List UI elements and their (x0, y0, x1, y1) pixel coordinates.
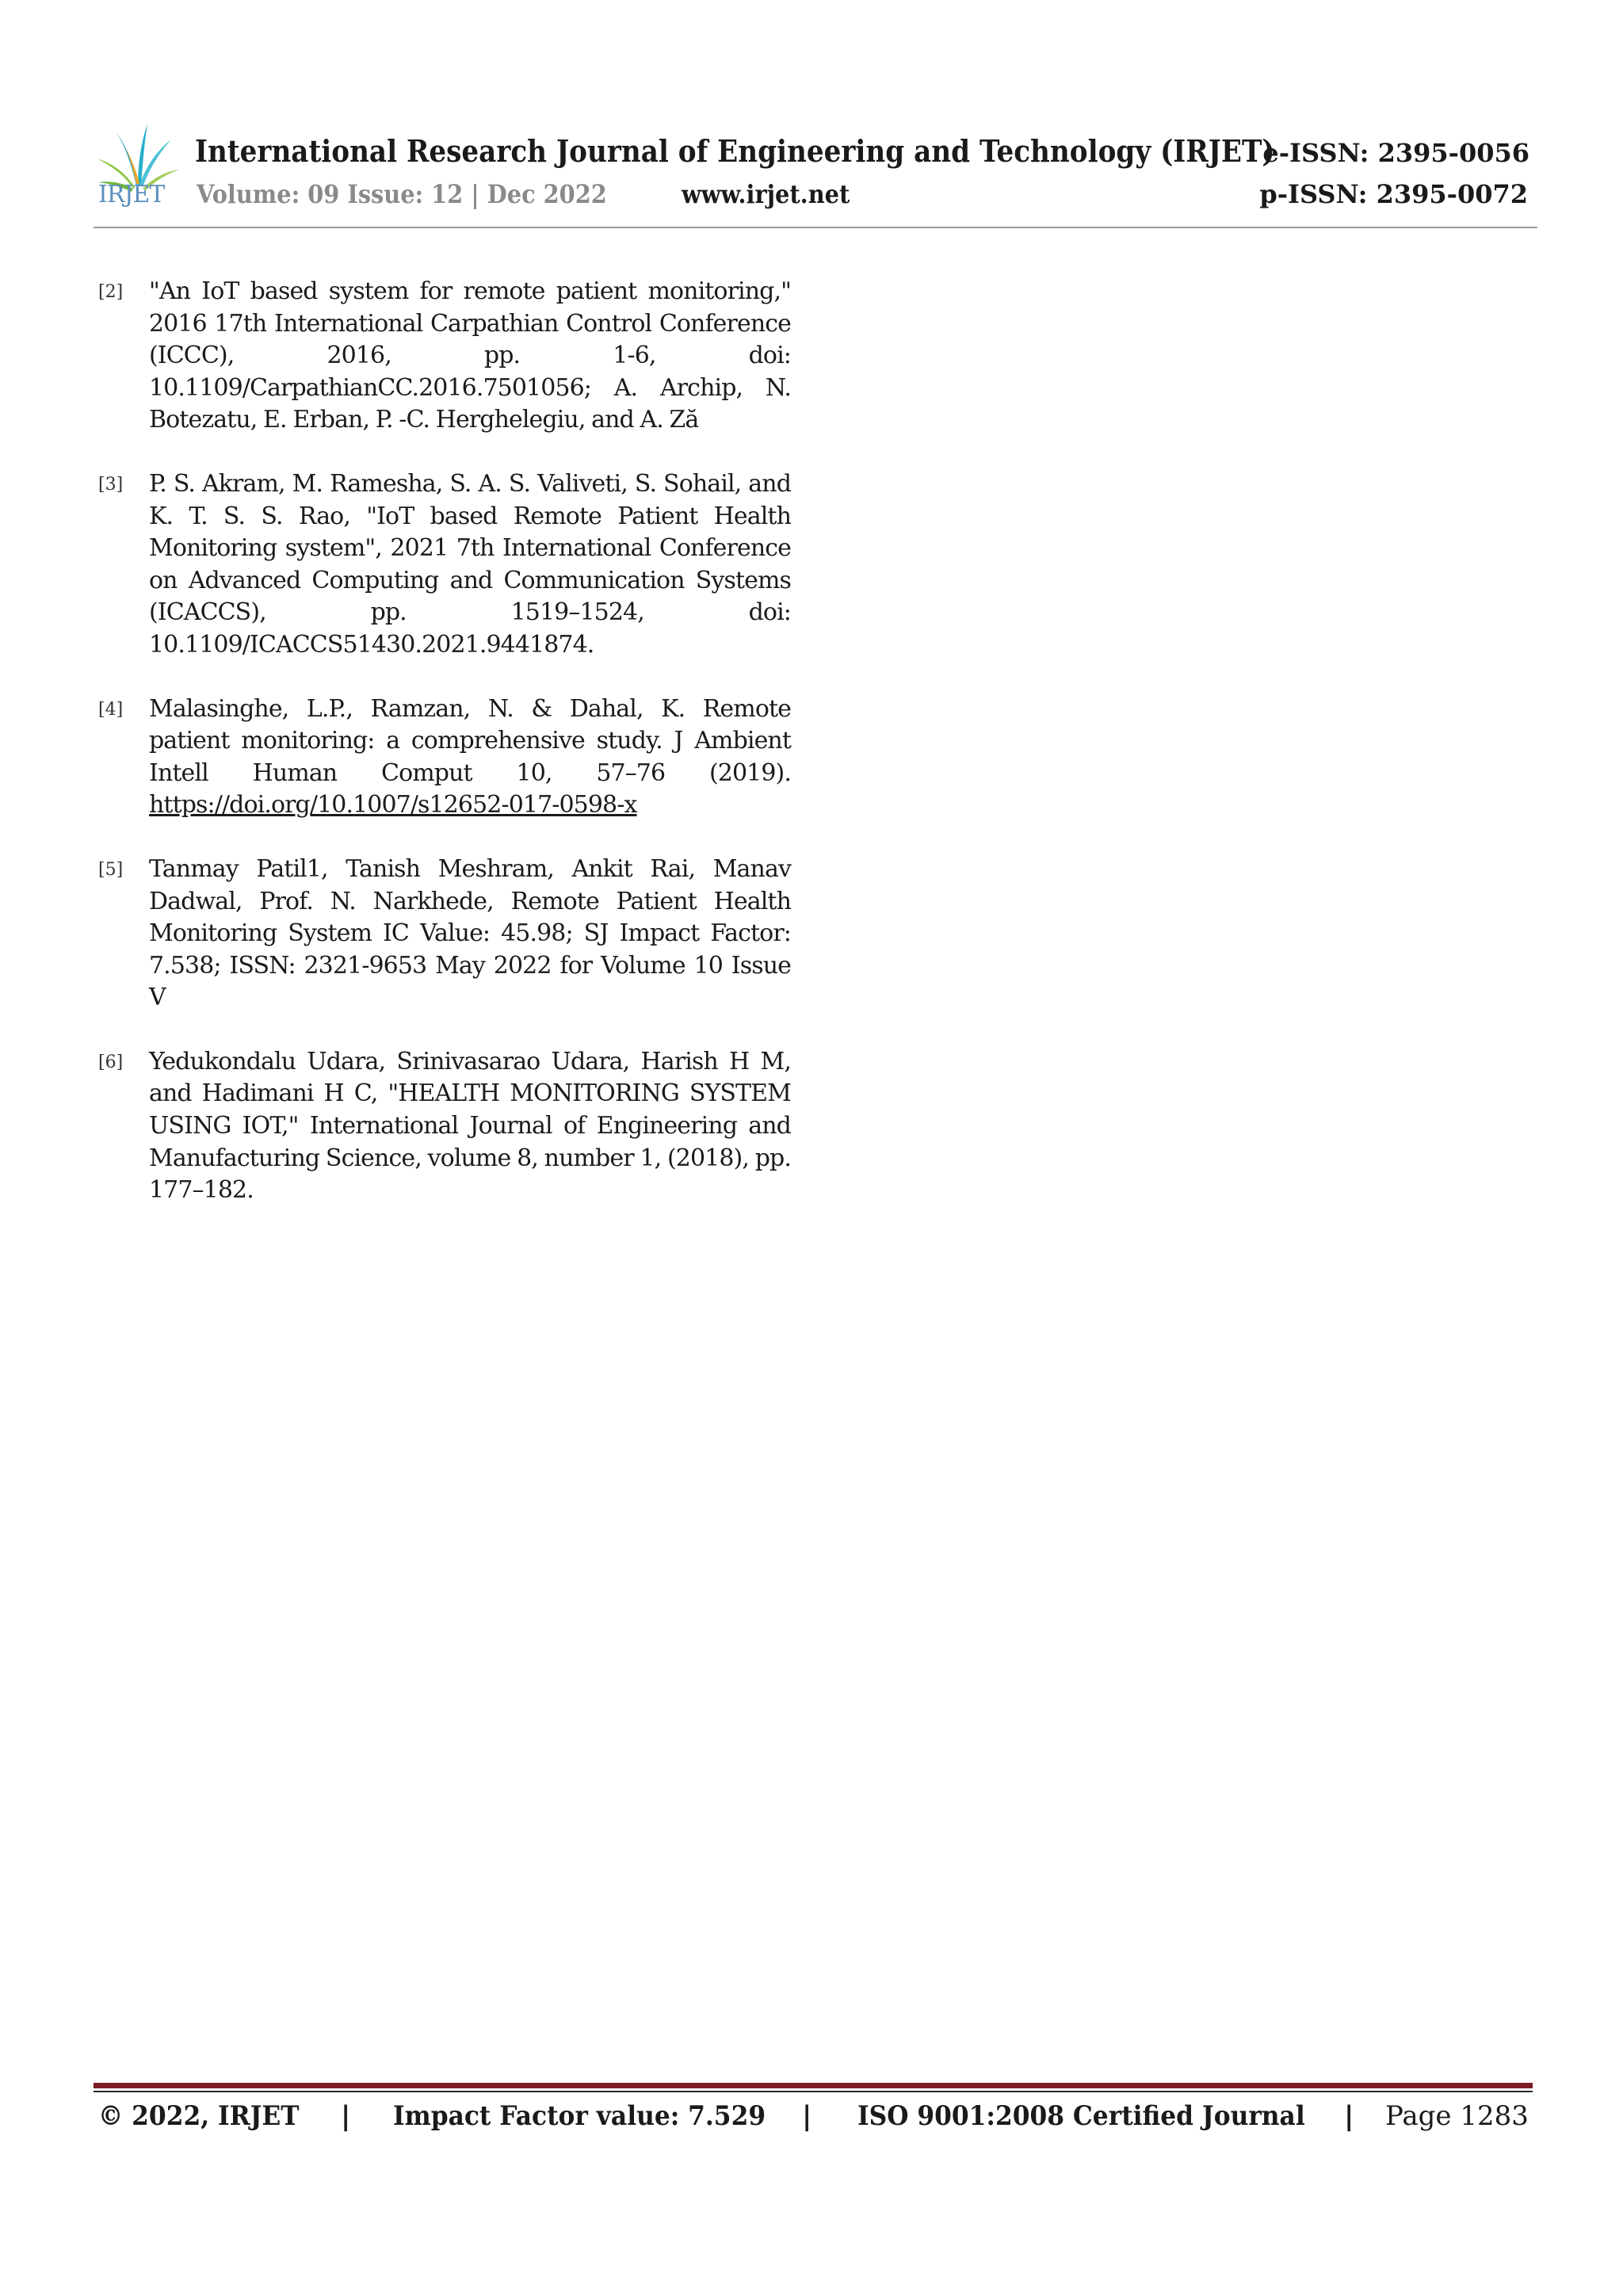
footer-iso-certification: ISO 9001:2008 Certified Journal (857, 2100, 1305, 2132)
reference-number: [5] (98, 859, 124, 880)
doi-link[interactable]: https://doi.org/10.1007/s12652-017-0598-x (149, 791, 637, 819)
reference-number: [6] (98, 1052, 124, 1072)
reference-number: [3] (98, 474, 124, 495)
journal-title: International Research Journal of Engineering and Technology (IRJET) (195, 133, 1275, 169)
footer-rule (94, 2091, 1533, 2092)
footer-separator: | (341, 2100, 351, 2132)
reference-text: Yedukondalu Udara, Srinivasarao Udara, Harish H M, and Hadimani H C, "HEALTH MONITORING SYSTEM USING IOT," International Journal of Engineering and Manufacturing Science, volume 8, number 1, (2018), pp. 177–182. (149, 1047, 791, 1205)
reference-text: Malasinghe, L.P., Ramzan, N. & Dahal, K. Remote patient monitoring: a comprehensive study. J Ambient Intell Human Comput 10, 57–76 (2019). (149, 694, 791, 787)
reference-list (94, 276, 791, 1239)
page-footer (98, 2100, 1529, 2140)
e-issn: e-ISSN: 2395-0056 (1262, 138, 1529, 168)
reference-text: "An IoT based system for remote patient monitoring," 2016 17th International Carpathian Control Conference (ICCC), 2016, pp. 1-6, doi: 10.1109/CarpathianCC.2016.7501056; A. Archip, N. Botezatu, E. Erban, P. -C. Herghelegiu, and A. Ză (149, 277, 791, 434)
journal-website-link[interactable]: www.irjet.net (682, 179, 850, 209)
reference-item (94, 854, 791, 1014)
reference-text: Tanmay Patil1, Tanish Meshram, Ankit Rai, Manav Dadwal, Prof. N. Narkhede, Remote Patient Health Monitoring System IC Value: 45.98; SJ Impact Factor: 7.538; ISSN: 2321-9653 May 2022 for Volume 10 Issue V (149, 854, 791, 1012)
reference-item (94, 693, 791, 822)
reference-text-with-link (149, 693, 791, 822)
logo-text: IRJET (98, 181, 165, 208)
p-issn: p-ISSN: 2395-0072 (1259, 179, 1528, 209)
footer-rule-accent (94, 2083, 1533, 2088)
reference-item (94, 276, 791, 437)
footer-copyright: © 2022, IRJET (98, 2100, 300, 2132)
reference-number: [2] (98, 282, 124, 302)
footer-separator: | (802, 2100, 812, 2132)
page-number: Page 1283 (1385, 2100, 1529, 2132)
reference-text: P. S. Akram, M. Ramesha, S. A. S. Valiveti, S. Sohail, and K. T. S. S. Rao, "IoT based Remote Patient Health Monitoring system", 2021 7th International Conference on Advanced Computing and Communication Systems (ICACCS), pp. 1519–1524, doi: 10.1109/ICACCS51430.2021.9441874. (149, 469, 791, 659)
footer-impact-factor: Impact Factor value: 7.529 (393, 2100, 766, 2132)
footer-separator: | (1344, 2100, 1354, 2132)
header-divider (94, 227, 1537, 228)
volume-issue: Volume: 09 Issue: 12 | Dec 2022 (197, 179, 607, 209)
reference-number: [4] (98, 699, 124, 720)
reference-item (94, 468, 791, 662)
reference-item (94, 1046, 791, 1207)
